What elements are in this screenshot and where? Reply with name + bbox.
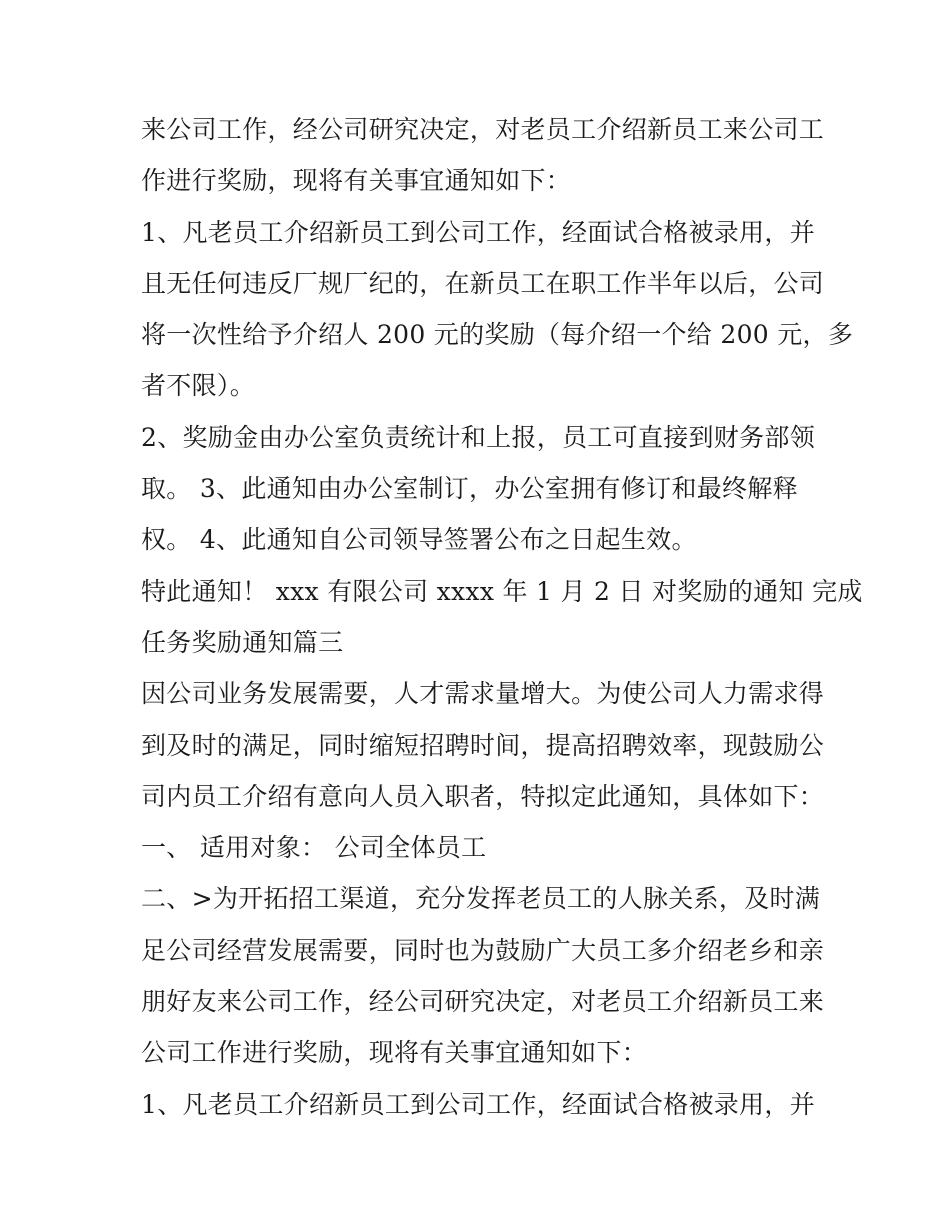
paragraph-line: 2、奖励金由办公室负责统计和上报，员工可直接到财务部领	[141, 422, 816, 452]
paragraph-line: 司内员工介绍有意向人员入职者，特拟定此通知，具体如下：	[141, 781, 825, 811]
paragraph-line: 权。 4、此通知自公司领导签署公布之日起生效。	[141, 525, 697, 555]
paragraph-line: 公司工作进行奖励，现将有关事宜通知如下：	[141, 1038, 648, 1068]
paragraph-line: 者不限）。	[141, 371, 256, 401]
paragraph-line: 作进行奖励，现将有关事宜通知如下：	[141, 166, 572, 196]
paragraph-line: 1、凡老员工介绍新员工到公司工作，经面试合格被录用，并	[141, 217, 816, 247]
document-body	[141, 104, 863, 1130]
paragraph-line: 任务奖励通知篇三	[141, 627, 344, 657]
paragraph-line: 二、>为开拓招工渠道，充分发挥老员工的人脉关系，及时满	[141, 884, 821, 914]
paragraph-line: 朋好友来公司工作，经公司研究决定，对老员工介绍新员工来	[141, 987, 825, 1017]
paragraph-line: 足公司经营发展需要，同时也为鼓励广大员工多介绍老乡和亲	[141, 935, 825, 965]
paragraph-line: 将一次性给予介绍人 200 元的奖励（每介绍一个给 200 元，多	[141, 320, 854, 350]
paragraph-line: 且无任何违反厂规厂纪的，在新员工在职工作半年以后，公司	[141, 268, 825, 298]
paragraph-line: 来公司工作，经公司研究决定，对老员工介绍新员工来公司工	[141, 115, 825, 144]
paragraph-line: 因公司业务发展需要，人才需求量增大。为使公司人力需求得	[141, 679, 825, 709]
paragraph-line: 取。 3、此通知由办公室制订，办公室拥有修订和最终解释	[141, 474, 798, 504]
paragraph-line: 1、凡老员工介绍新员工到公司工作，经面试合格被录用，并	[141, 1089, 816, 1119]
paragraph-line: 到及时的满足，同时缩短招聘时间，提高招聘效率，现鼓励公	[141, 730, 825, 760]
paragraph-line: 特此通知！ xxx 有限公司 xxxx 年 1 月 2 日 对奖励的通知 完成	[141, 576, 863, 606]
paragraph-line: 一、 适用对象： 公司全体员工	[141, 833, 487, 863]
